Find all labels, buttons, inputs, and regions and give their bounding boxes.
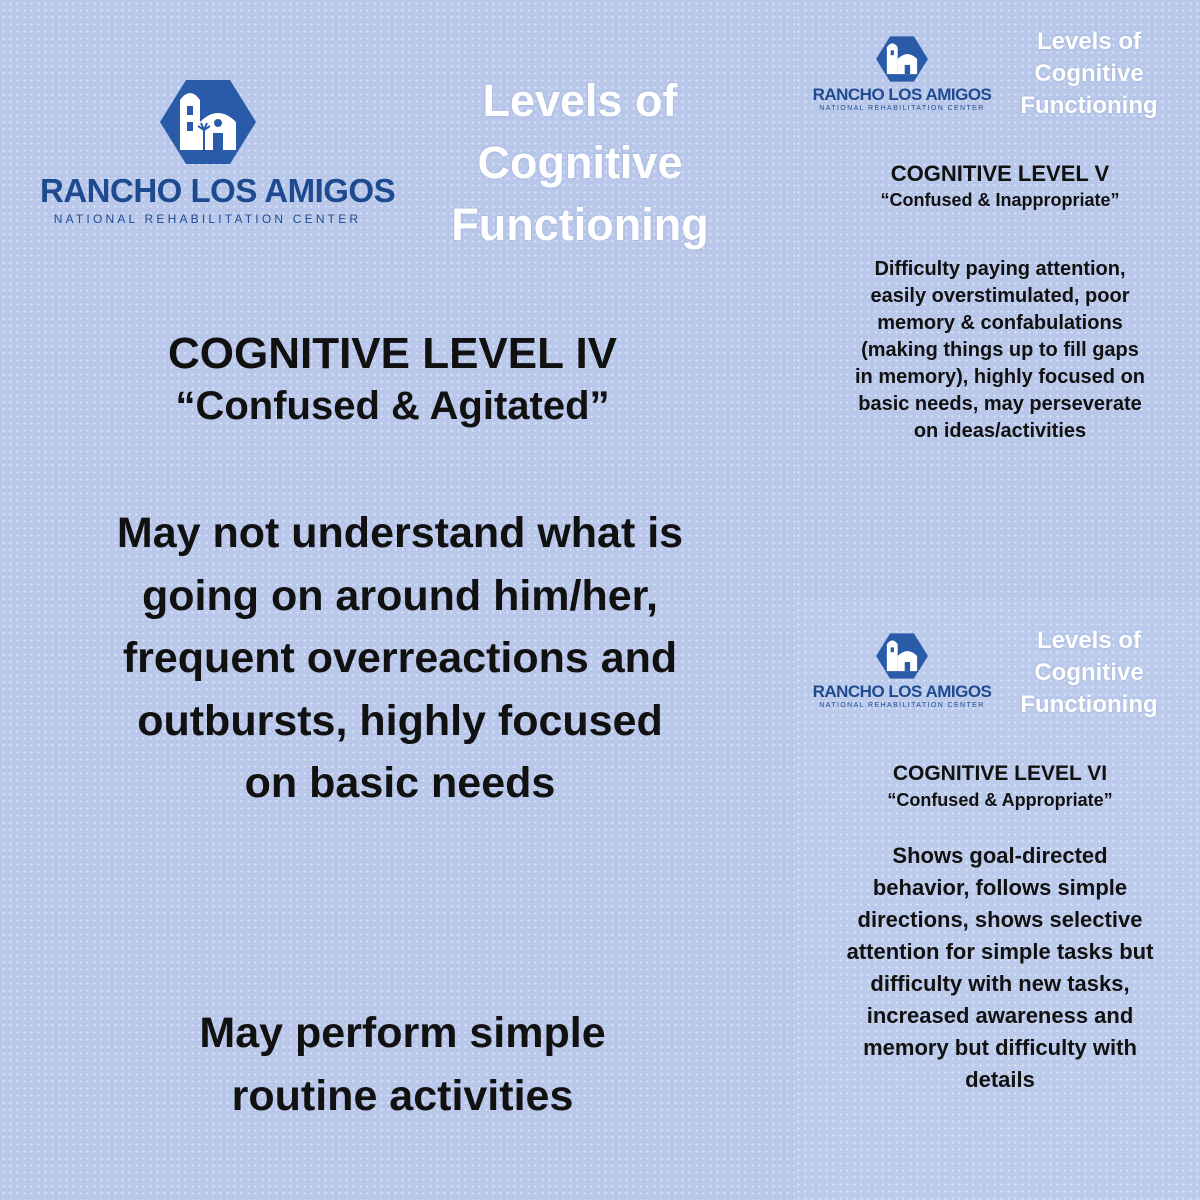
mission-building-icon [158, 78, 258, 166]
level-4-activities: May perform simple routine activities [199, 1009, 606, 1120]
level-6-description: Shows goal-directed behavior, follows simple directions, shows selective attention for simple tasks but difficulty with new tasks, increased awareness and memory but difficulty with details [846, 843, 1154, 1092]
mission-building-icon [875, 632, 929, 680]
logo-name: RANCHO LOS AMIGOS [40, 172, 396, 209]
level-5-subtitle: “Confused & Inappropriate” [880, 190, 1120, 210]
logo-subtitle: NATIONAL REHABILITATION CENTER [819, 105, 985, 112]
page-title: Levels of Cognitive Functioning [1020, 627, 1158, 718]
level-6-title: COGNITIVE LEVEL VI [892, 762, 1108, 785]
level-4-subtitle: “Confused & Agitated” [175, 384, 610, 428]
level-4-heading [40, 328, 745, 432]
rancho-logo [40, 78, 396, 226]
level-6-heading [815, 760, 1185, 812]
level-6-subtitle: “Confused & Appropriate” [887, 790, 1113, 810]
logo-subtitle: NATIONAL REHABILITATION CENTER [53, 212, 362, 226]
page-title: Levels of Cognitive Functioning [1020, 28, 1158, 119]
logo-name: RANCHO LOS AMIGOS [812, 682, 992, 701]
logo-subtitle: NATIONAL REHABILITATION CENTER [819, 702, 985, 709]
level-5-heading [815, 160, 1185, 212]
level-6-panel [795, 600, 1200, 1200]
level-5-title: COGNITIVE LEVEL V [890, 161, 1110, 186]
page-title: Levels of Cognitive Functioning [451, 75, 709, 250]
rancho-logo [812, 35, 992, 112]
rancho-logo [812, 632, 992, 709]
mission-building-icon [875, 35, 929, 83]
logo-name: RANCHO LOS AMIGOS [812, 85, 992, 104]
level-4-title: COGNITIVE LEVEL IV [167, 329, 618, 378]
level-5-description: Difficulty paying attention, easily overstimulated, poor memory & confabulations (making things up to fill gaps in memory), highly focused on basic needs, may perseverate on ideas/activities [854, 258, 1146, 442]
level-5-panel [795, 0, 1200, 600]
level-4-description: May not understand what is going on around him/her, frequent overreactions and outbursts, highly focused on basic needs [116, 509, 684, 807]
